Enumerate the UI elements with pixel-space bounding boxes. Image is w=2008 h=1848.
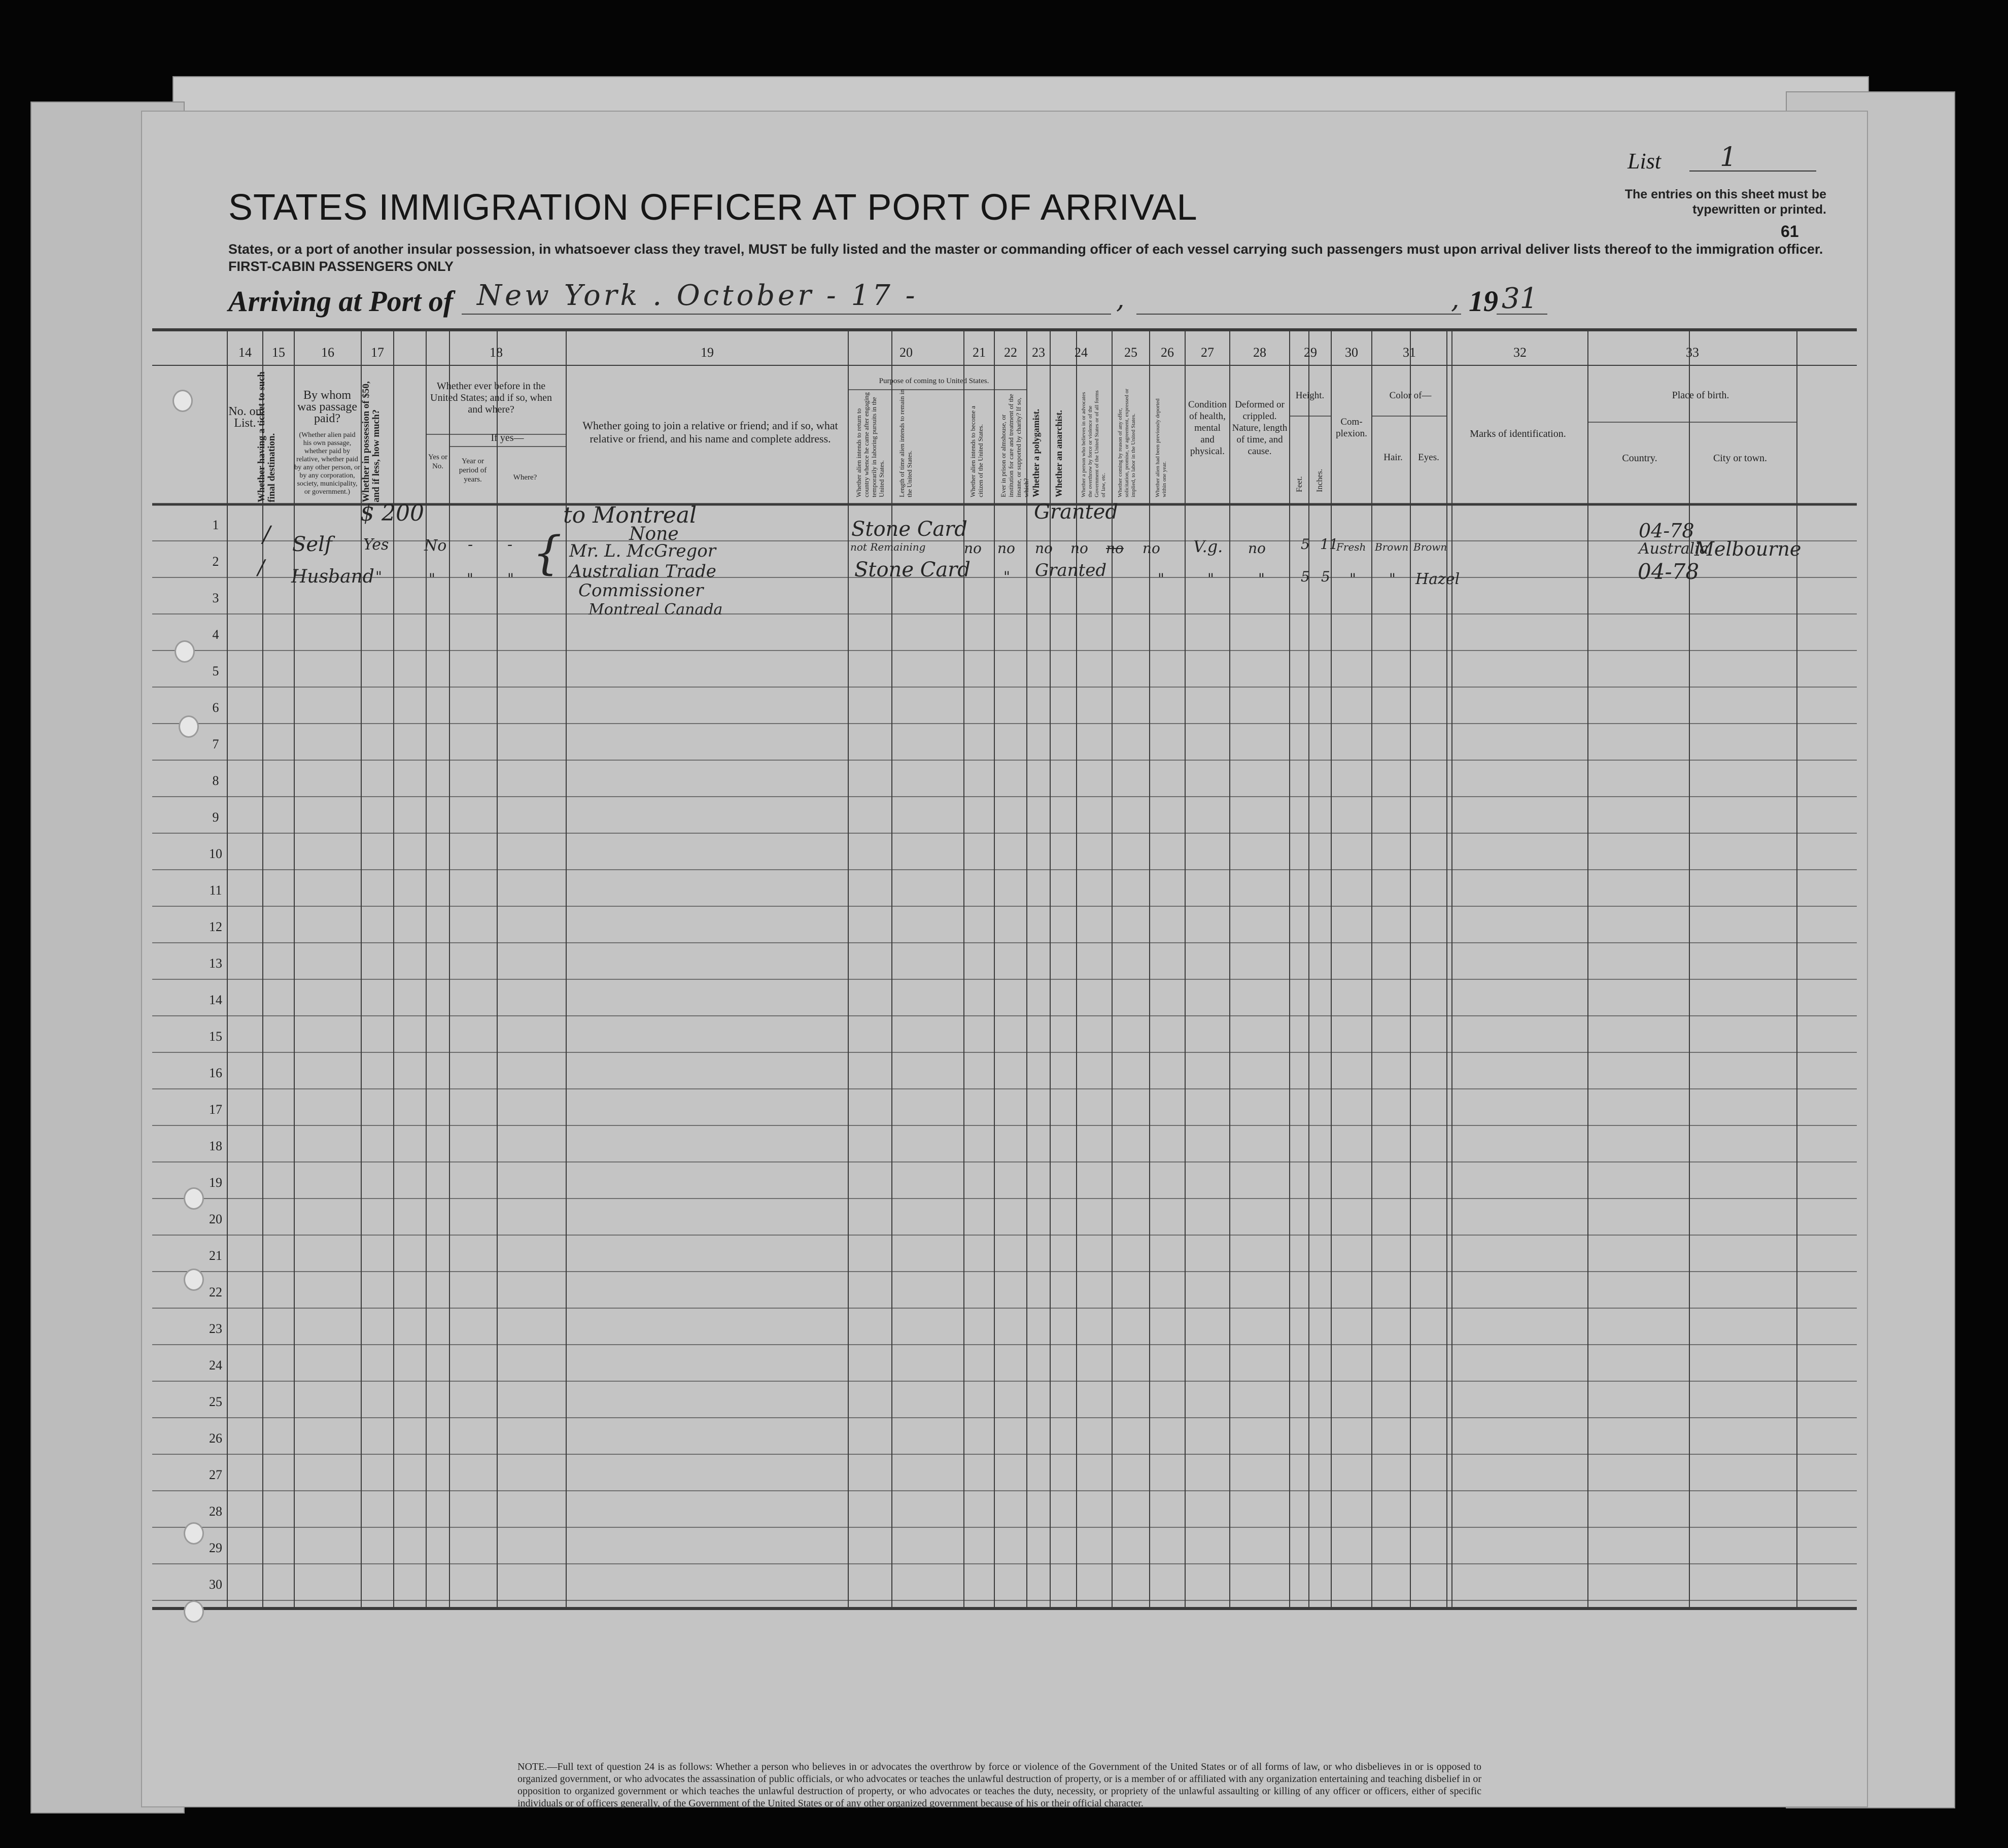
- column-number: 31: [1403, 345, 1416, 360]
- punch-hole-5: [184, 1269, 204, 1291]
- column-number: 18: [490, 345, 503, 360]
- row-number: 26: [209, 1431, 222, 1446]
- entry-r1-city: Melbourne: [1694, 538, 1802, 560]
- column-number: 30: [1345, 345, 1358, 360]
- form-code: 61: [1781, 222, 1799, 241]
- list-number: 1: [1720, 142, 1737, 173]
- entry-r2-ditto-26: ": [1158, 570, 1164, 587]
- header-city: City or town.: [1713, 453, 1768, 464]
- header-where: Where?: [513, 473, 537, 482]
- entry-granted: Granted: [1034, 500, 1119, 524]
- entry-r2-eyes: Hazel: [1415, 570, 1460, 588]
- entry-r2-tick: /: [258, 556, 265, 579]
- entry-r1-no24: no: [1070, 540, 1088, 557]
- column-number: 16: [321, 345, 334, 360]
- header-feet: Feet.: [1295, 476, 1304, 492]
- column-number: 29: [1304, 345, 1317, 360]
- entry-birth-code-2: 04-78: [1638, 559, 1700, 584]
- entry-r2-purpose: Stone Card: [854, 558, 971, 581]
- entry-r1-money: Yes: [363, 536, 389, 554]
- header-col25: Whether coming by reason of any offer, solicitation, promise, or agreement, expressed or implied, to labor in the United States.: [1117, 389, 1136, 497]
- typewritten-note: The entries on this sheet must be typewritten or printed.: [1624, 187, 1826, 217]
- entry-r1-remaining: not Remaining: [850, 541, 926, 553]
- entry-r1-no21: no: [964, 540, 982, 557]
- entry-r2-granted: Granted: [1035, 560, 1107, 580]
- header-col26: Whether alien had been previously deported within one year.: [1155, 398, 1167, 497]
- entry-r2-ditto-28: ": [1258, 570, 1265, 587]
- entry-r2-ditto-27: ": [1207, 570, 1214, 587]
- entry-r1-no22: no: [997, 540, 1015, 557]
- row-number: 19: [209, 1175, 222, 1190]
- header-purpose: Purpose of coming to United States.: [879, 377, 989, 385]
- header-birth: Place of birth.: [1672, 390, 1729, 401]
- arriving-place: New York . October - 17 -: [477, 279, 918, 312]
- entry-r2-ditto-21: ": [1003, 568, 1010, 585]
- row-number: 10: [209, 846, 222, 861]
- header-polygamist: Whether a polygamist.: [1031, 408, 1041, 497]
- row-number: 15: [209, 1029, 222, 1044]
- column-number: 24: [1075, 345, 1088, 360]
- entry-r1-inches: 11: [1320, 536, 1338, 553]
- entry-r1-tick: /: [263, 522, 270, 547]
- header-marks: Marks of identification.: [1470, 428, 1566, 439]
- row-number: 25: [209, 1394, 222, 1409]
- entry-r2-feet: 5: [1301, 568, 1310, 585]
- entry-r1-country: Australia: [1639, 540, 1709, 558]
- row-number: 29: [209, 1541, 222, 1555]
- entry-r1-address3: Montreal Canada: [588, 601, 723, 619]
- header-if-yes: If yes—: [491, 432, 524, 443]
- header-height: Height.: [1295, 390, 1325, 401]
- header-col24: Whether a person who believes in or advocates the overthrow by force or violence of the Government of the United States or of all forms of law, etc.: [1081, 390, 1106, 497]
- header-before-us: Whether ever before in the United States; and if so, when and where?: [430, 381, 552, 415]
- cabin-class: FIRST-CABIN PASSENGERS ONLY: [228, 259, 454, 274]
- entry-r1-no26: no: [1143, 540, 1160, 557]
- column-number: 21: [973, 345, 986, 360]
- entry-r2-passage: Husband: [291, 566, 374, 587]
- row-number: 9: [212, 810, 219, 825]
- list-label: List: [1628, 149, 1661, 174]
- header-no-on-list: No. on List.: [228, 405, 262, 430]
- entry-r2-before: ": [429, 570, 435, 587]
- header-color-of: Color of—: [1389, 390, 1432, 401]
- year-suffix: 31: [1502, 282, 1538, 315]
- column-number: 15: [272, 345, 285, 360]
- entry-r2-year: ": [467, 570, 473, 587]
- row-number: 7: [212, 737, 219, 751]
- punch-hole-2: [175, 640, 195, 663]
- entry-r1-address1: Australian Trade: [569, 561, 716, 581]
- entry-r1-no23: no: [1035, 540, 1053, 557]
- header-purpose-sub3: Whether alien intends to become a citizen of the United States.: [969, 405, 984, 497]
- entry-r2-inches: 5: [1321, 568, 1330, 585]
- column-number: 28: [1253, 345, 1266, 360]
- header-purpose-sub2: Length of time alien intends to remain in the United States.: [898, 389, 913, 497]
- manifest-sheet: [141, 111, 1868, 1807]
- header-ticket: Whether having a ticket to such final destination.: [256, 371, 277, 502]
- header-eyes: Eyes.: [1418, 452, 1439, 463]
- row-number: 24: [209, 1358, 222, 1373]
- entry-r1-year: -: [468, 536, 473, 554]
- row-number: 6: [212, 700, 219, 715]
- row-number: 27: [209, 1467, 222, 1482]
- entry-r1-relative: Mr. L. McGregor: [569, 541, 716, 561]
- entry-none: None: [629, 524, 679, 544]
- row-number: 14: [209, 993, 222, 1007]
- entry-r1-health: V.g.: [1193, 537, 1223, 556]
- table-grid: [142, 112, 1867, 1806]
- header-passage-detail: (Whether alien paid his own passage, whether paid by relative, whether paid by any other person, or by any corporation, society, municipality, or government.): [294, 431, 360, 496]
- header-anarchist: Whether an anarchist.: [1054, 410, 1064, 497]
- arriving-comma: ,: [1116, 284, 1125, 315]
- punch-hole-1: [172, 390, 193, 412]
- header-year-period: Year or period of years.: [459, 457, 487, 484]
- header-country: Country.: [1622, 453, 1657, 464]
- entry-to-montreal: to Montreal: [563, 502, 697, 528]
- column-number: 17: [371, 345, 384, 360]
- entry-brace: {: [533, 527, 562, 580]
- row-number: 21: [209, 1248, 222, 1263]
- entry-r1-where: -: [507, 536, 513, 554]
- row-number: 18: [209, 1139, 222, 1153]
- header-yes-no: Yes or No.: [428, 453, 448, 470]
- row-number: 3: [212, 591, 219, 605]
- form-title: STATES IMMIGRATION OFFICER AT PORT OF ARRIVAL: [228, 187, 1198, 228]
- header-purpose-sub1: Whether alien intends to return to country whence he came after engaging temporarily in laboring pursuits in the United States.: [855, 392, 885, 497]
- entry-r1-before: No: [424, 537, 447, 555]
- header-prison: Ever in prison or almshouse, or institution for care and treatment of the insane, or supported by charity? If so, which?: [999, 394, 1030, 497]
- header-deformed: Deformed or crippled. Nature, length of time, and cause.: [1232, 399, 1288, 457]
- punch-hole-7: [184, 1600, 204, 1623]
- row-number: 11: [209, 883, 222, 898]
- column-number: 23: [1032, 345, 1045, 360]
- punch-hole-3: [179, 715, 199, 738]
- column-number: 20: [899, 345, 913, 360]
- column-number: 33: [1686, 345, 1699, 360]
- form-instructions: States, or a port of another insular possession, in whatsoever class they travel, MUST be fully listed and the master or commanding officer of each vessel carrying such passengers must upon arrival deliver lists thereof to the immigration officer.: [228, 242, 1823, 257]
- footer-note: NOTE.—Full text of question 24 is as follows: Whether a person who believes in or advocates the overthrow by force or violence of the Government of the United States or of all forms of law, or who disbelieves in or is opposed to organized government, or who advocates the assassination of public officials, or who advocates or teaches the unlawful destruction of property, or is a member of or affiliated with any organization entertaining and teaching disbelief in or opposition to organized government or which teaches the unlawful destruction of property, or who advocates or teaches the duty, necessity, or propriety of the unlawful assaulting or killing of any officer or officers, either of specific individuals or of officers generally, of the Government of the United States or of any other organized government because of his or their official character.: [517, 1761, 1481, 1809]
- column-number: 32: [1513, 345, 1527, 360]
- entry-r1-hair: Brown: [1375, 541, 1409, 553]
- row-number: 4: [212, 627, 219, 642]
- entry-r1-deformed: no: [1248, 540, 1266, 557]
- punch-hole-4: [184, 1187, 204, 1210]
- entry-amount: $ 200: [360, 500, 424, 526]
- row-number: 2: [212, 554, 219, 569]
- entry-r2-ditto-30: ": [1349, 570, 1356, 587]
- column-number: 14: [238, 345, 252, 360]
- punch-hole-6: [184, 1522, 204, 1545]
- header-passage-title: By whom was passage paid?: [297, 389, 357, 425]
- entry-r1-address2: Commissioner: [578, 580, 704, 601]
- column-number: 19: [701, 345, 714, 360]
- column-number: 26: [1161, 345, 1174, 360]
- header-health: Condition of health, mental and physical.: [1188, 399, 1227, 457]
- row-number: 8: [212, 773, 219, 788]
- year-prefix: 19: [1469, 285, 1498, 318]
- row-number: 28: [209, 1504, 222, 1519]
- header-inches: Inches.: [1315, 469, 1324, 492]
- row-number: 1: [212, 518, 219, 532]
- row-number: 22: [209, 1285, 222, 1299]
- arriving-label: Arriving at Port of: [228, 285, 454, 318]
- entry-r2-money: ": [375, 568, 382, 585]
- entry-r1-feet: 5: [1301, 536, 1310, 553]
- header-complexion: Com-plexion.: [1336, 417, 1367, 439]
- row-number: 23: [209, 1321, 222, 1336]
- header-money: Whether in possession of $50, and if less, how much?: [361, 381, 382, 502]
- row-number: 12: [209, 919, 222, 934]
- row-number: 17: [209, 1102, 222, 1117]
- year-comma: ,: [1451, 284, 1460, 315]
- entry-r1-complexion: Fresh: [1336, 541, 1366, 553]
- entry-r1-eyes: Brown: [1413, 541, 1447, 553]
- entry-r1-no25: no: [1106, 540, 1124, 557]
- row-number: 16: [209, 1066, 222, 1080]
- entry-r2-ditto-31: ": [1389, 570, 1396, 587]
- entry-birth-code: 04-78: [1639, 520, 1694, 542]
- entry-r1-purpose: Stone Card: [851, 518, 967, 541]
- column-number: 25: [1124, 345, 1137, 360]
- column-number: 22: [1004, 345, 1017, 360]
- header-join-relative: Whether going to join a relative or friend; and if so, what relative or friend, and his name and complete address.: [582, 419, 838, 445]
- column-number: 27: [1201, 345, 1214, 360]
- entry-r2-where: ": [507, 570, 514, 587]
- header-hair: Hair.: [1383, 452, 1403, 463]
- row-number: 20: [209, 1212, 222, 1226]
- row-number: 5: [212, 664, 219, 678]
- row-number: 13: [209, 956, 222, 971]
- row-number: 30: [209, 1577, 222, 1592]
- entry-r1-passage: Self: [292, 533, 332, 556]
